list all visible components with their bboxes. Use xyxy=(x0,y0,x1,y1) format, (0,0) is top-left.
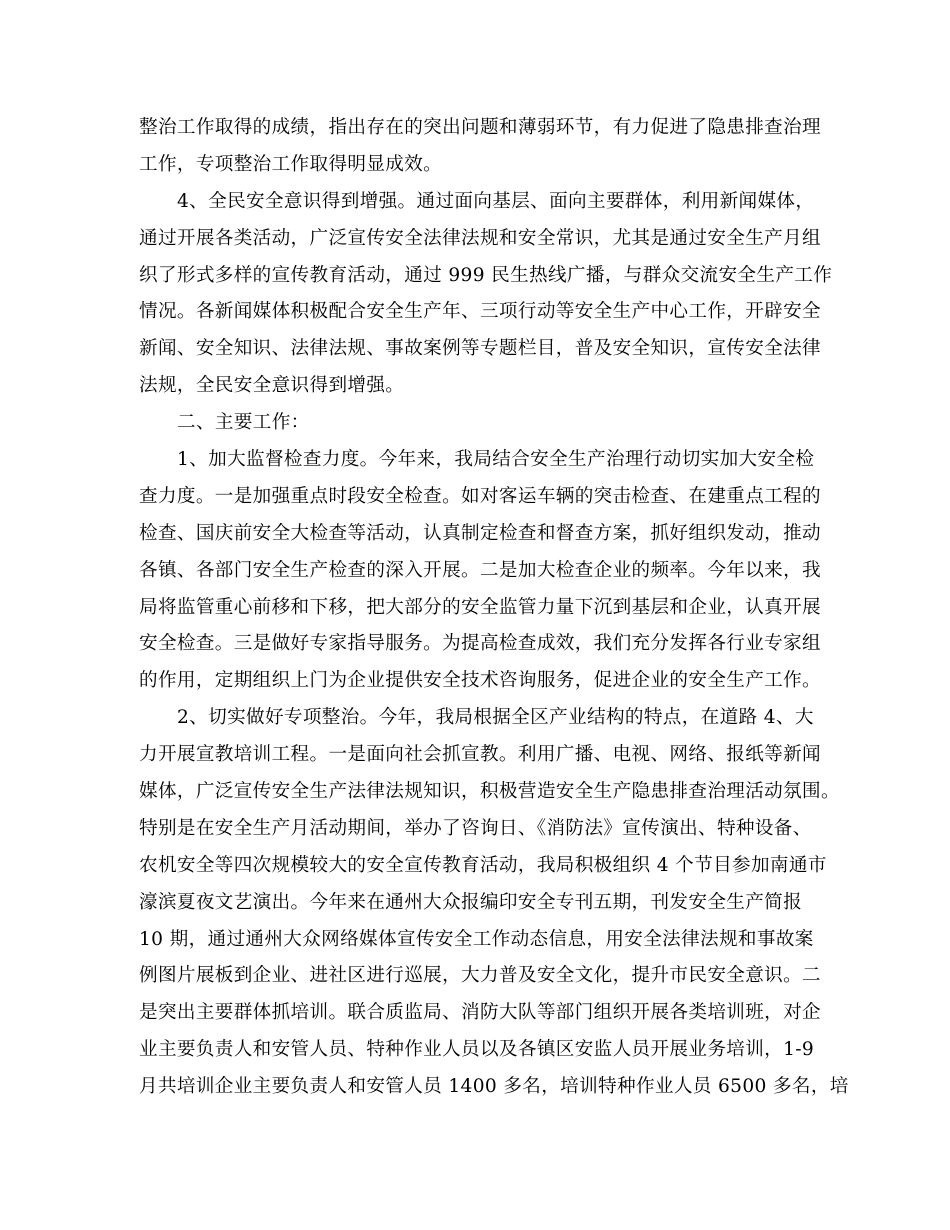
text-line: 安全检查。三是做好专家指导服务。为提高检查成效，我们充分发挥各行业专家组 xyxy=(139,633,821,655)
text-line: 通过开展各类活动，广泛宣传安全法律法规和安全常识，尤其是通过安全生产月组 xyxy=(139,227,821,249)
text-line: 新闻、安全知识、法律法规、事故案例等专题栏目，普及安全知识，宣传安全法律 xyxy=(139,338,821,360)
body-text xyxy=(139,110,849,1106)
text-line: 4、全民安全意识得到增强。通过面向基层、面向主要群体，利用新闻媒体， xyxy=(177,190,815,212)
text-line: 月共培训企业主要负责人和安管人员 1400 多名，培训特种作业人员 6500 多名，培 xyxy=(139,1076,849,1098)
text-line: 检查、国庆前安全大检查等活动，认真制定检查和督查方案，抓好组织发动，推动 xyxy=(139,522,821,544)
text-line: 法规，全民安全意识得到增强。 xyxy=(139,375,405,397)
text-line: 例图片展板到企业、进社区进行巡展，大力普及安全文化，提升市民安全意识。二 xyxy=(139,965,821,987)
text-line: 的作用，定期组织上门为企业提供安全技术咨询服务，促进企业的安全生产工作。 xyxy=(139,670,821,692)
text-line: 业主要负责人和安管人员、特种作业人员以及各镇区安监人员开展业务培训，1-9 xyxy=(139,1039,815,1061)
text-line: 局将监管重心前移和下移，把大部分的安全监管力量下沉到基层和企业，认真开展 xyxy=(139,596,821,618)
text-line: 特别是在安全生产月活动期间，举办了咨询日、《消防法》宣传演出、特种设备、 xyxy=(139,817,812,839)
text-line: 10 期，通过通州大众网络媒体宣传安全工作动态信息，用安全法律法规和事故案 xyxy=(139,928,814,950)
text-line: 织了形式多样的宣传教育活动，通过 999 民生热线广播，与群众交流安全生产工作 xyxy=(139,264,833,286)
text-line: 查力度。一是加强重点时段安全检查。如对客运车辆的突击检查、在建重点工程的 xyxy=(139,485,821,507)
text-line: 1、加大监督检查力度。今年来，我局结合安全生产治理行动切实加大安全检 xyxy=(177,449,815,471)
text-line: 情况。各新闻媒体积极配合安全生产年、三项行动等安全生产中心工作，开辟安全 xyxy=(139,301,821,323)
text-line: 各镇、各部门安全生产检查的深入开展。二是加大检查企业的频率。今年以来，我 xyxy=(139,559,821,581)
text-line: 整治工作取得的成绩，指出存在的突出问题和薄弱环节，有力促进了隐患排查治理 xyxy=(139,117,821,138)
text-line: 是突出主要群体抓培训。联合质监局、消防大队等部门组织开展各类培训班，对企 xyxy=(139,1002,821,1024)
text-line: 农机安全等四次规模较大的安全宣传教育活动，我局积极组织 4 个节目参加南通市 xyxy=(139,854,827,876)
text-line: 力开展宣教培训工程。一是面向社会抓宣教。利用广播、电视、网络、报纸等新闻 xyxy=(139,744,821,766)
text-line: 2、切实做好专项整治。今年，我局根据全区产业结构的特点，在道路 4、大 xyxy=(177,707,814,729)
text-line: 二、主要工作： xyxy=(177,412,310,434)
text-line: 濠滨夏夜文艺演出。今年来在通州大众报编印安全专刊五期，刊发安全生产简报 xyxy=(139,891,803,913)
text-line: 工作，专项整治工作取得明显成效。 xyxy=(139,153,443,175)
text-line: 媒体，广泛宣传安全生产法律法规知识，积极营造安全生产隐患排查治理活动氛围。 xyxy=(139,781,840,803)
